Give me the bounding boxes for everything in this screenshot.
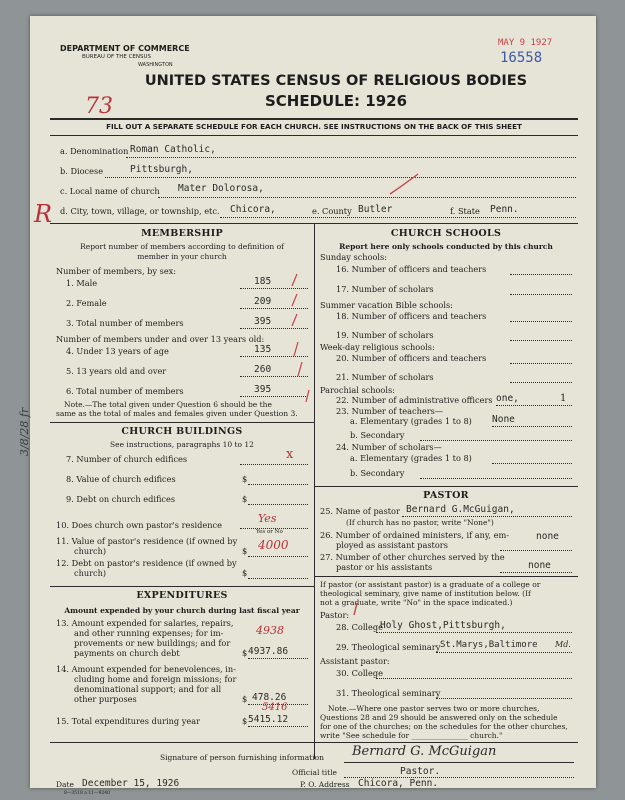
- pastor-note-2: Questions 28 and 29 should be answered only on the schedule: [320, 713, 558, 722]
- other-churches-label-2: pastor or his assistants: [336, 562, 433, 572]
- running-expenses-label-3: provements or new buildings; and for: [74, 638, 231, 648]
- residence-value-label-2: church): [74, 546, 107, 556]
- teachers-label: 23. Number of teachers—: [336, 406, 444, 416]
- form-title: UNITED STATES CENSUS OF RELIGIOUS BODIES: [144, 73, 528, 89]
- membership-intro-2: member in your church: [137, 252, 227, 261]
- margin-side-note: 3/8/28 fr: [18, 407, 31, 456]
- education-note-2: theological seminary, give name of institution below. (If: [320, 589, 531, 598]
- parochial-schools-label: Parochial schools:: [320, 385, 395, 395]
- male-label: 1. Male: [66, 278, 98, 288]
- signature-field[interactable]: Bernard G. McGuigan: [352, 744, 497, 759]
- official-title-field[interactable]: Pastor.: [400, 766, 441, 777]
- po-address-label: P. O. Address: [300, 780, 350, 789]
- residence-debt-label-1: 12. Debt on pastor's residence (if owned by: [56, 558, 237, 568]
- other-churches-label-1: 27. Number of other churches served by the: [320, 552, 505, 562]
- teachers-elementary-label: a. Elementary (grades 1 to 8): [350, 416, 472, 426]
- benevolences-label-2: cluding home and foreign missions; for: [74, 674, 237, 684]
- department-label: DEPARTMENT OF COMMERCE: [60, 44, 190, 53]
- sunday-scholars-label: 17. Number of scholars: [336, 284, 434, 294]
- total-by-age-field[interactable]: 395: [254, 384, 272, 395]
- assistant-seminary-label: 31. Theological seminary: [336, 688, 441, 698]
- running-expenses-label-1: 13. Amount expended for salaries, repairs,: [56, 618, 234, 628]
- by-sex-label: Number of members, by sex:: [56, 266, 177, 276]
- census-schedule-sheet: [18, 16, 596, 796]
- check-mark-icon: [306, 390, 309, 402]
- membership-intro-1: Report number of members according to definition of: [80, 242, 284, 251]
- check-mark-icon: [294, 342, 298, 356]
- benevolences-label-3: denominational support; and for all: [74, 684, 222, 694]
- over-13-field[interactable]: 260: [254, 364, 272, 375]
- membership-note-1: Note.—The total given under Question 6 should be the: [64, 400, 272, 409]
- date-label: Date: [56, 780, 74, 789]
- residence-value-dollar: $: [242, 546, 248, 556]
- city-town-label: d. City, town, village, or township, etc.: [60, 206, 220, 216]
- po-address-field[interactable]: Chicora, Penn.: [358, 778, 439, 789]
- other-churches-field[interactable]: none: [528, 560, 551, 571]
- weekday-scholars-label: 21. Number of scholars: [336, 372, 434, 382]
- pastor-college-label: 28. College: [336, 622, 383, 632]
- total-members-field[interactable]: 395: [254, 316, 272, 327]
- sunday-schools-label: Sunday schools:: [320, 252, 388, 262]
- total-by-age-label: 6. Total number of members: [66, 386, 184, 396]
- summer-schools-label: Summer vacation Bible schools:: [320, 300, 453, 310]
- owns-residence-label: 10. Does church own pastor's residence: [56, 520, 222, 530]
- hand-r-mark: R: [34, 200, 53, 228]
- pastor-name-hint: (If church has no pastor, write "None"): [346, 518, 494, 527]
- age-intro-label: Number of members under and over 13 years old:: [56, 334, 265, 344]
- pastor-seminary-hand: Md.: [555, 640, 571, 649]
- assistant-count-label-2: ployed as assistant pastors: [336, 540, 448, 550]
- weekday-officers-label: 20. Number of officers and teachers: [336, 353, 487, 363]
- state-field[interactable]: Penn.: [490, 204, 519, 215]
- city-town-field[interactable]: Chicora,: [230, 204, 276, 215]
- pastor-seminary-field[interactable]: St.Marys,Baltimore: [440, 640, 538, 650]
- total-expenditures-dollar: $: [242, 716, 248, 726]
- total-members-label: 3. Total number of members: [66, 318, 184, 328]
- running-expenses-label-2: and other running expenses; for im-: [74, 628, 224, 638]
- residence-debt-label-2: church): [74, 568, 107, 578]
- assistant-count-field[interactable]: none: [536, 531, 559, 542]
- pastor-name-field[interactable]: Bernard G.McGuigan,: [406, 504, 515, 515]
- pastor-education-label: Pastor:: [320, 610, 350, 620]
- running-expenses-hand: 4938: [256, 624, 284, 637]
- form-number: 8—3518 a 11—9240: [64, 791, 111, 796]
- teachers-elementary-field[interactable]: None: [492, 414, 515, 425]
- scholars-label: 24. Number of scholars—: [336, 442, 442, 452]
- diocese-label: b. Diocese: [60, 166, 104, 176]
- residence-value-label-1: 11. Value of pastor's residence (if owned by: [56, 536, 238, 546]
- edifices-debt-label: 9. Debt on church edifices: [66, 494, 176, 504]
- benevolences-field[interactable]: 478.26: [252, 692, 287, 703]
- benevolences-label-4: other purposes: [74, 694, 137, 704]
- scholars-elementary-label: a. Elementary (grades 1 to 8): [350, 453, 472, 463]
- expenditures-intro: Amount expended by your church during last fiscal year: [64, 606, 300, 615]
- total-expenditures-label: 15. Total expenditures during year: [56, 716, 201, 726]
- teachers-secondary-label: b. Secondary: [350, 430, 405, 440]
- benevolences-dollar: $: [242, 694, 248, 704]
- under-13-field[interactable]: 135: [254, 344, 272, 355]
- official-title-label: Official title: [292, 768, 337, 777]
- denomination-field[interactable]: Roman Catholic,: [130, 144, 216, 155]
- denomination-label: a. Denomination: [60, 146, 129, 156]
- city-label: WASHINGTON: [138, 62, 173, 68]
- check-mark-icon: [292, 294, 297, 306]
- edifices-value-label: 8. Value of church edifices: [66, 474, 176, 484]
- assistant-education-label: Assistant pastor:: [320, 656, 390, 666]
- hand-number: 73: [85, 94, 113, 119]
- edifices-count-mark[interactable]: x: [286, 447, 294, 462]
- buildings-intro: See instructions, paragraphs 10 to 12: [110, 440, 254, 449]
- running-expenses-dollar: $: [242, 648, 248, 658]
- total-expenditures-field[interactable]: 5415.12: [248, 714, 289, 725]
- received-stamp: MAY 9 1927: [498, 38, 553, 48]
- pastor-note-4: write "See schedule for _______________ church.": [320, 731, 503, 740]
- check-marks-overlay: [30, 16, 596, 788]
- residence-value-field[interactable]: 4000: [258, 538, 289, 552]
- total-expenditures-hand: 5416: [262, 702, 288, 713]
- education-note-3: not a graduate, write "No" in the space indicated.): [320, 598, 513, 607]
- running-expenses-field[interactable]: 4937.86: [248, 646, 289, 657]
- serial-number: 16558: [500, 50, 543, 66]
- expenditures-heading: EXPENDITURES: [136, 590, 228, 601]
- state-label: f. State: [450, 206, 480, 216]
- summer-officers-label: 18. Number of officers and teachers: [336, 311, 487, 321]
- benevolences-label-1: 14. Amount expended for benevolences, in-: [56, 664, 236, 674]
- running-expenses-label-4: payments on church debt: [74, 648, 180, 658]
- admin-officers-field[interactable]: one,: [496, 393, 519, 404]
- weekday-schools-label: Week-day religious schools:: [320, 342, 435, 352]
- membership-heading: MEMBERSHIP: [141, 228, 223, 239]
- male-field[interactable]: 185: [254, 276, 272, 287]
- pastor-name-label: 25. Name of pastor: [320, 506, 400, 516]
- buildings-heading: CHURCH BUILDINGS: [121, 426, 243, 437]
- form-subtitle: SCHEDULE: 1926: [264, 92, 408, 110]
- check-mark-icon: [292, 274, 297, 286]
- pastor-heading: PASTOR: [423, 490, 469, 501]
- edifices-debt-dollar: $: [242, 494, 248, 504]
- schools-intro: Report here only schools conducted by this church: [339, 242, 553, 251]
- pastor-note-3: for one of the churches; on the schedules for the other churches,: [320, 722, 568, 731]
- edifices-value-dollar: $: [242, 474, 248, 484]
- county-field[interactable]: Butler: [358, 204, 393, 215]
- admin-officers-hand: 1: [560, 393, 567, 404]
- church-name-field[interactable]: Mater Dolorosa,: [178, 183, 264, 194]
- yes-no-hint: Yes or No: [256, 529, 283, 535]
- check-mark-icon: [292, 314, 297, 326]
- signature-label: Signature of person furnishing information: [160, 753, 324, 762]
- schools-heading: CHURCH SCHOOLS: [390, 228, 502, 239]
- bureau-label: BUREAU OF THE CENSUS: [82, 54, 152, 60]
- check-mark-icon: [354, 603, 357, 615]
- female-field[interactable]: 209: [254, 296, 272, 307]
- admin-officers-label: 22. Number of administrative officers: [336, 395, 493, 405]
- instruction-line: FILL OUT A SEPARATE SCHEDULE FOR EACH CHURCH. SEE INSTRUCTIONS ON THE BACK OF THIS SHEET: [106, 122, 522, 131]
- assistant-college-label: 30. College: [336, 668, 383, 678]
- education-note-1: If pastor (or assistant pastor) is a graduate of a college or: [320, 580, 541, 589]
- pastor-college-field[interactable]: Holy Ghost,Pittsburgh,: [380, 620, 506, 631]
- date-field[interactable]: December 15, 1926: [82, 778, 180, 789]
- diocese-field[interactable]: Pittsburgh,: [130, 164, 193, 175]
- check-mark-icon: [390, 174, 418, 194]
- church-name-label: c. Local name of church: [60, 186, 160, 196]
- membership-note-2: same as the total of males and females given under Question 3.: [56, 409, 298, 418]
- check-mark-icon: [298, 362, 302, 376]
- pastor-note-1: Note.—Where one pastor serves two or more churches,: [328, 704, 540, 713]
- edifices-count-label: 7. Number of church edifices: [66, 454, 188, 464]
- under-13-label: 4. Under 13 years of age: [66, 346, 169, 356]
- pastor-seminary-label: 29. Theological seminary: [336, 642, 441, 652]
- female-label: 2. Female: [66, 298, 107, 308]
- scholars-secondary-label: b. Secondary: [350, 468, 405, 478]
- over-13-label: 5. 13 years old and over: [66, 366, 167, 376]
- summer-scholars-label: 19. Number of scholars: [336, 330, 434, 340]
- county-label: e. County: [312, 206, 352, 216]
- owns-residence-field[interactable]: Yes: [258, 512, 277, 525]
- assistant-count-label-1: 26. Number of ordained ministers, if any, em-: [320, 530, 509, 540]
- sunday-officers-label: 16. Number of officers and teachers: [336, 264, 487, 274]
- residence-debt-dollar: $: [242, 568, 248, 578]
